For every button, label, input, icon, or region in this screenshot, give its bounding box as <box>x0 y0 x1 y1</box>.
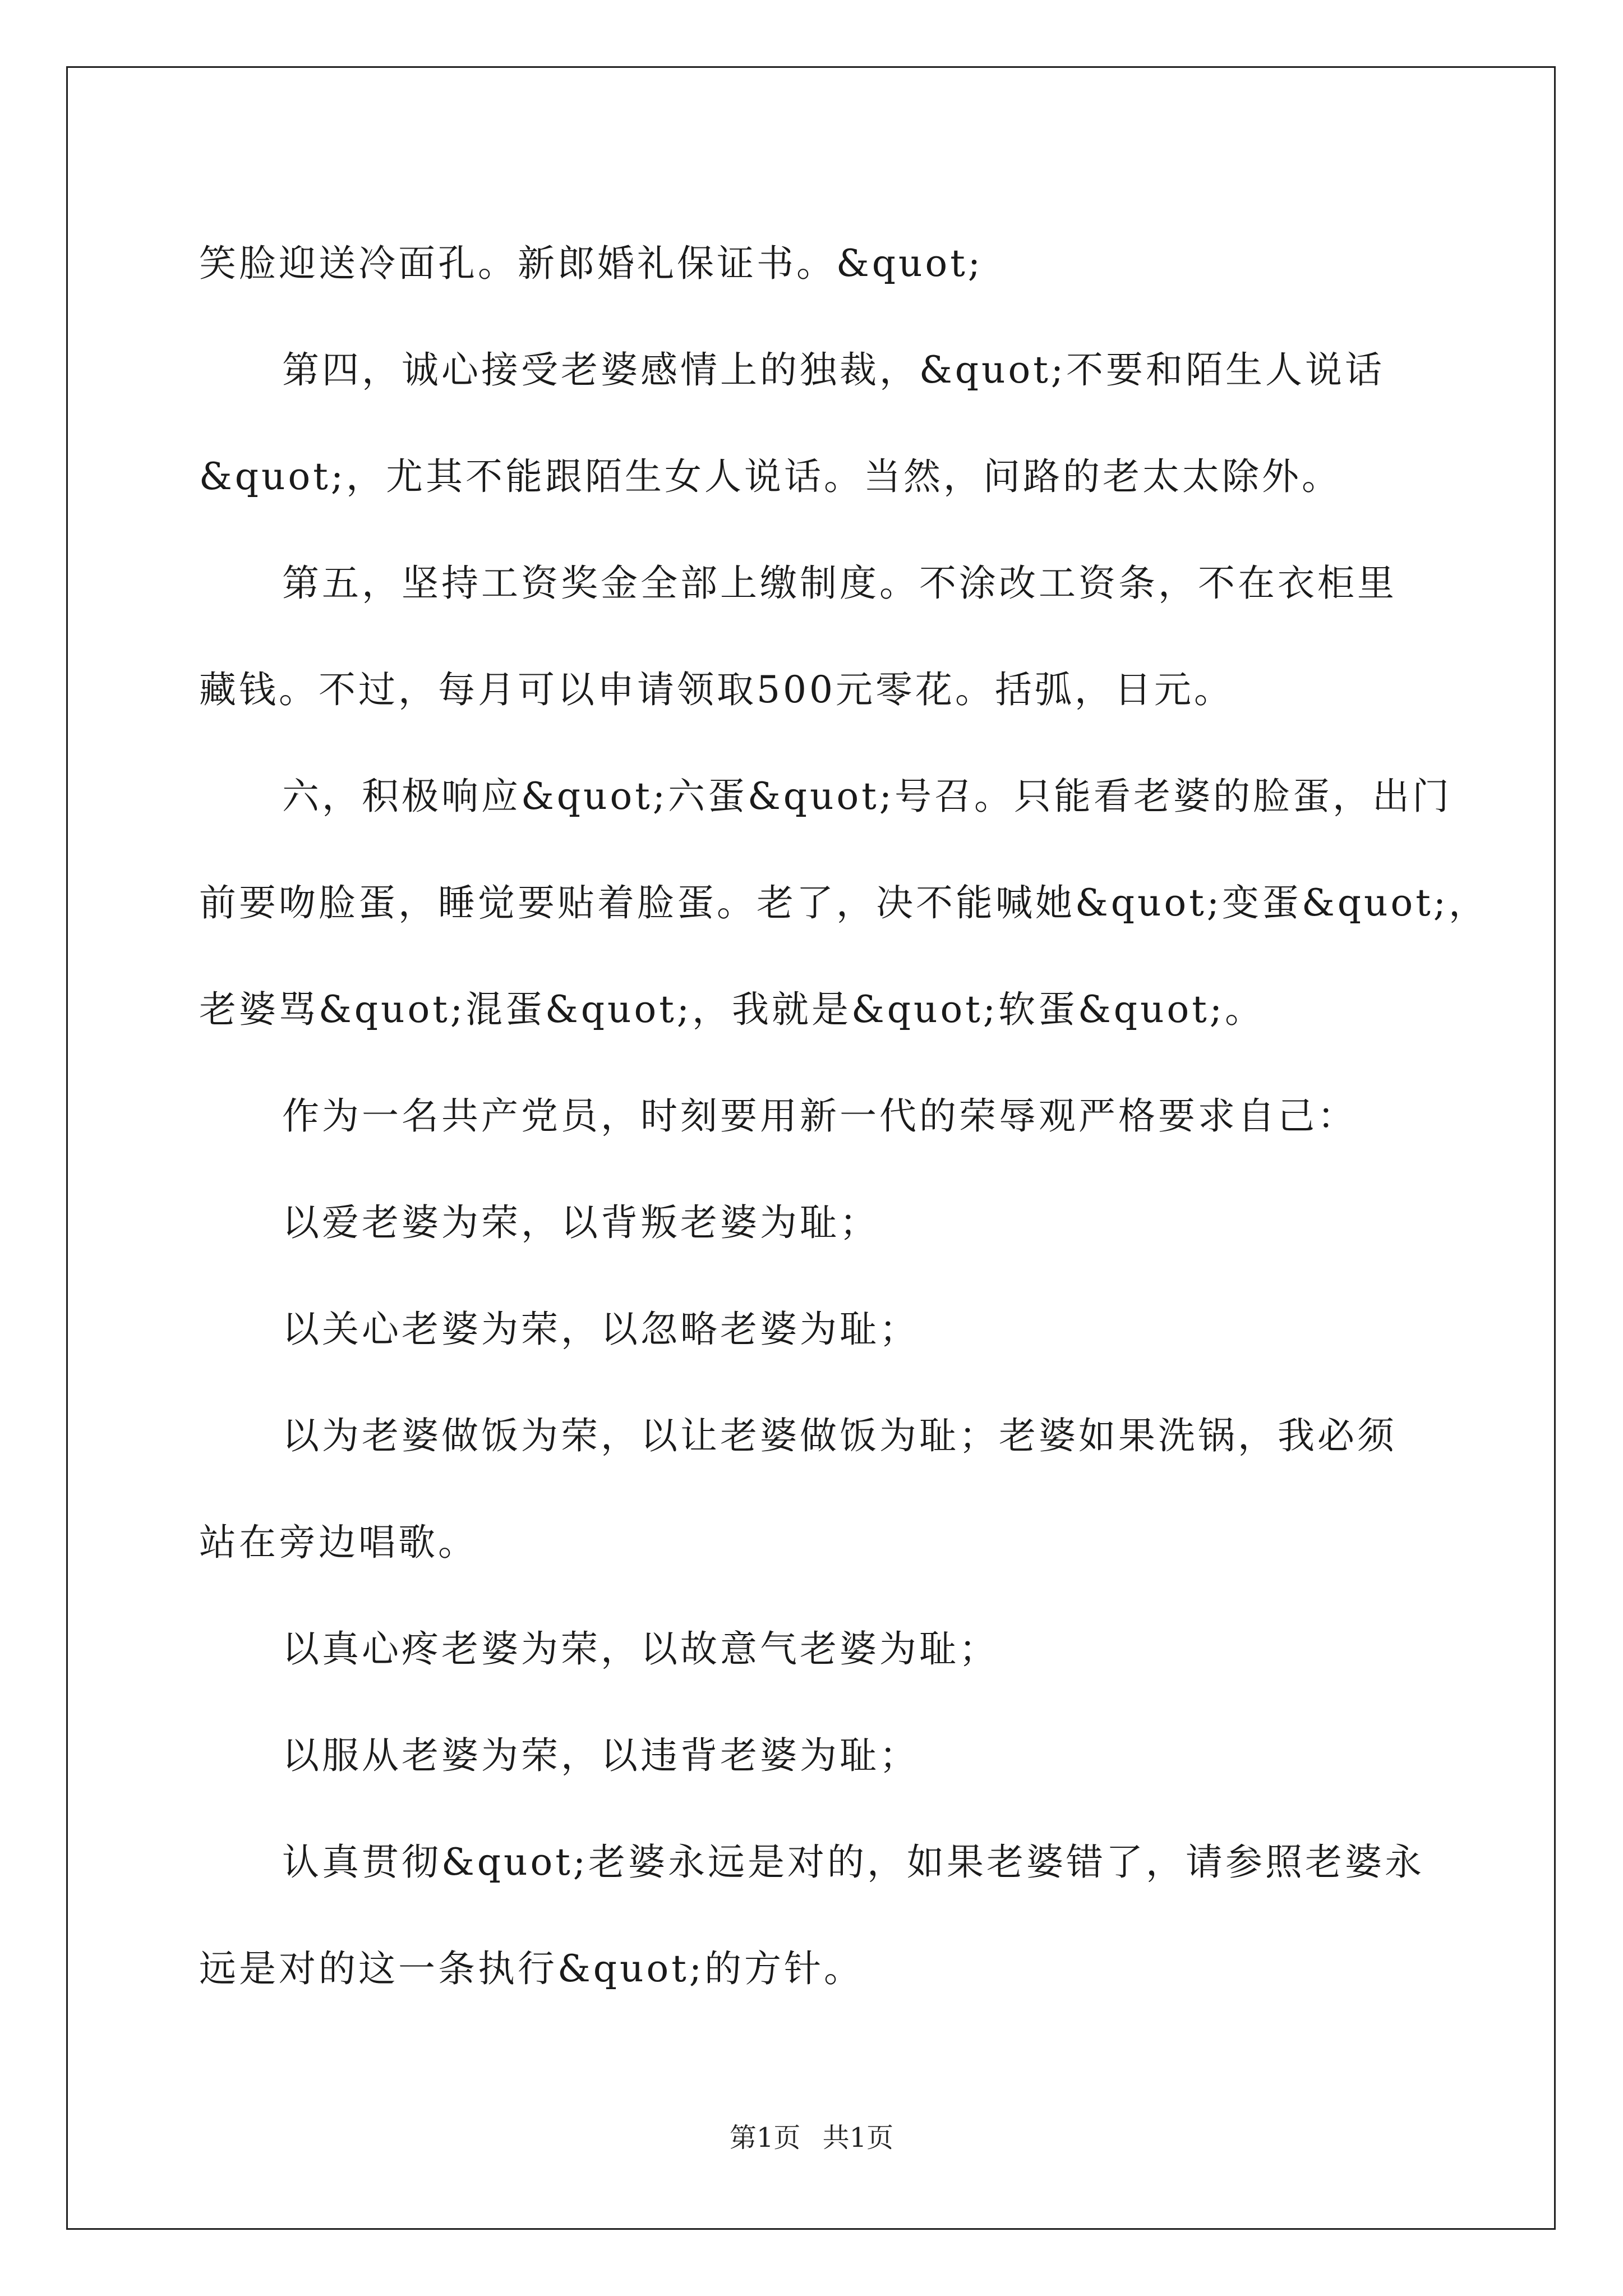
text-line-5: 藏钱。不过，每月可以申请领取500元零花。括弧，日元。 <box>199 668 1234 711</box>
text-line-16: 认真贯彻&quot;老婆永远是对的，如果老婆错了，请参照老婆永 <box>282 1841 1424 1884</box>
text-line-15: 以服从老婆为荣，以违背老婆为耻； <box>282 1734 919 1777</box>
text-line-7: 前要吻脸蛋，睡觉要贴着脸蛋。老了，决不能喊她&quot;变蛋&quot;， <box>199 881 1488 924</box>
text-line-8: 老婆骂&quot;混蛋&quot;，我就是&quot;软蛋&quot;。 <box>199 988 1265 1031</box>
document-body <box>199 210 1488 2022</box>
text-line-13: 站在旁边唱歌。 <box>199 1521 478 1564</box>
text-line-14: 以真心疼老婆为荣，以故意气老婆为耻； <box>282 1627 999 1671</box>
page-number: 第1页 <box>729 2122 801 2154</box>
text-line-11: 以关心老婆为荣，以忽略老婆为耻； <box>282 1308 919 1351</box>
text-line-17: 远是对的这一条执行&quot;的方针。 <box>199 1947 864 1990</box>
text-line-2: 第四，诚心接受老婆感情上的独裁，&quot;不要和陌生人说话 <box>282 348 1385 392</box>
text-line-4: 第五，坚持工资奖金全部上缴制度。不涂改工资条，不在衣柜里 <box>282 562 1397 605</box>
text-line-10: 以爱老婆为荣，以背叛老婆为耻； <box>282 1201 879 1244</box>
text-line-12: 以为老婆做饭为荣，以让老婆做饭为耻；老婆如果洗锅，我必须 <box>282 1414 1397 1457</box>
page-total: 共1页 <box>822 2122 894 2154</box>
page-footer <box>0 2116 1623 2155</box>
text-line-1: 笑脸迎送冷面孔。新郎婚礼保证书。&quot; <box>199 242 983 285</box>
text-line-6: 六，积极响应&quot;六蛋&quot;号召。只能看老婆的脸蛋，出门 <box>282 775 1452 818</box>
text-line-9: 作为一名共产党员，时刻要用新一代的荣辱观严格要求自己： <box>282 1094 1357 1138</box>
text-line-3: &quot;，尤其不能跟陌生女人说话。当然，问路的老太太除外。 <box>199 455 1341 498</box>
